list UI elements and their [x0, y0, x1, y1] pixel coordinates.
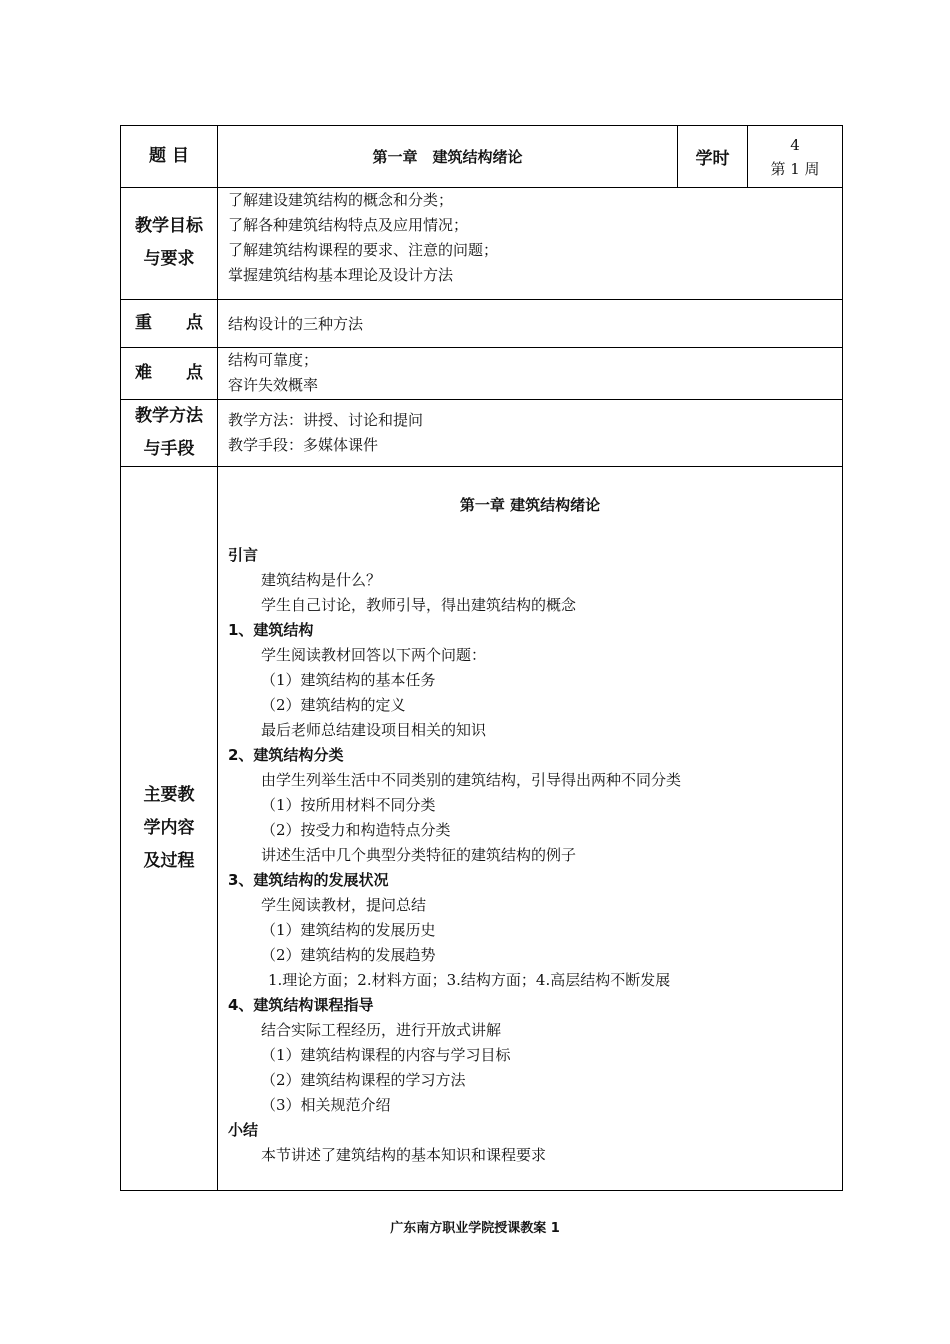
methods-label-line: 教学方法	[135, 405, 203, 426]
section-line: 学生阅读教材，提问总结	[261, 896, 427, 914]
key-points-list	[228, 312, 363, 337]
objective-item: 了解建筑结构课程的要求、注意的问题；	[228, 241, 499, 259]
content-title: 第一章 建筑结构绪论	[459, 496, 601, 514]
difficulty-item: 结构可靠度；	[228, 351, 319, 369]
section-line: 讲述生活中几个典型分类特征的建筑结构的例子	[261, 846, 577, 864]
topic-value: 第一章 建筑结构绪论	[372, 148, 523, 166]
content-body	[228, 543, 681, 1168]
hours-cell	[748, 133, 842, 181]
section-line: 本节讲述了建筑结构的基本知识和课程要求	[261, 1146, 547, 1164]
objectives-label-line: 教学目标	[135, 216, 203, 236]
content-label-line: 及过程	[143, 850, 195, 871]
section-line: （2）建筑结构的定义	[261, 696, 406, 714]
hours-value: 4	[790, 136, 800, 154]
section-line: 建筑结构是什么？	[261, 571, 382, 589]
key-point-item: 结构设计的三种方法	[228, 315, 364, 333]
difficulties-label: 难 点	[135, 362, 203, 383]
hours-label: 学时	[695, 149, 730, 169]
objective-item: 了解建设建筑结构的概念和分类；	[228, 191, 454, 209]
objective-item: 掌握建筑结构基本理论及设计方法	[228, 266, 454, 284]
section-line: 由学生列举生活中不同类别的建筑结构，引导得出两种不同分类	[261, 771, 682, 789]
difficulty-item: 容许失效概率	[228, 376, 319, 394]
methods-list	[228, 408, 423, 458]
section-line: 最后老师总结建设项目相关的知识	[261, 721, 487, 739]
key-points-label: 重 点	[135, 312, 203, 333]
section-heading: 2、建筑结构分类	[228, 746, 344, 764]
content-label-line: 主要教	[143, 784, 195, 805]
section-heading: 4、建筑结构课程指导	[228, 996, 374, 1014]
section-line: （2）建筑结构课程的学习方法	[261, 1071, 466, 1089]
section-line: 结合实际工程经历，进行开放式讲解	[261, 1021, 502, 1039]
methods-label-line: 与手段	[143, 438, 195, 459]
section-heading: 1、建筑结构	[228, 621, 314, 639]
section-line: （1）建筑结构的发展历史	[261, 921, 436, 939]
difficulties-list	[228, 348, 318, 398]
objective-item: 了解各种建筑结构特点及应用情况；	[228, 216, 469, 234]
content-label-line: 学内容	[143, 817, 195, 838]
section-line: （2）建筑结构的发展趋势	[261, 946, 436, 964]
section-heading: 小结	[228, 1121, 259, 1139]
section-line: （3）相关规范介绍	[261, 1096, 391, 1114]
section-line: （1）建筑结构课程的内容与学习目标	[261, 1046, 511, 1064]
week-value: 第 1 周	[770, 160, 820, 178]
section-heading: 3、建筑结构的发展状况	[228, 871, 389, 889]
page-footer: 广东南方职业学院授课教案 1	[390, 1221, 560, 1236]
content-label	[121, 466, 217, 1190]
label-column-divider	[217, 126, 218, 1190]
section-line: 1.理论方面；2.材料方面；3.结构方面；4.高层结构不断发展	[268, 971, 671, 989]
section-line: （2）按受力和构造特点分类	[261, 821, 451, 839]
row-divider	[121, 466, 842, 467]
section-line: （1）建筑结构的基本任务	[261, 671, 436, 689]
method-item: 教学方法：讲授、讨论和提问	[228, 411, 424, 429]
section-line: 学生自己讨论，教师引导，得出建筑结构的概念	[261, 596, 577, 614]
row-divider	[121, 399, 842, 400]
row-divider	[121, 299, 842, 300]
topic-label: 题 目	[149, 146, 189, 166]
section-line: 学生阅读教材回答以下两个问题：	[261, 646, 487, 664]
objectives-list	[228, 188, 498, 288]
section-line: （1）按所用材料不同分类	[261, 796, 436, 814]
methods-label	[121, 399, 217, 466]
objectives-label	[121, 187, 217, 299]
lesson-plan-table	[120, 125, 843, 1191]
section-heading: 引言	[228, 546, 259, 564]
method-item: 教学手段：多媒体课件	[228, 436, 379, 454]
objectives-label-line: 与要求	[143, 249, 195, 269]
